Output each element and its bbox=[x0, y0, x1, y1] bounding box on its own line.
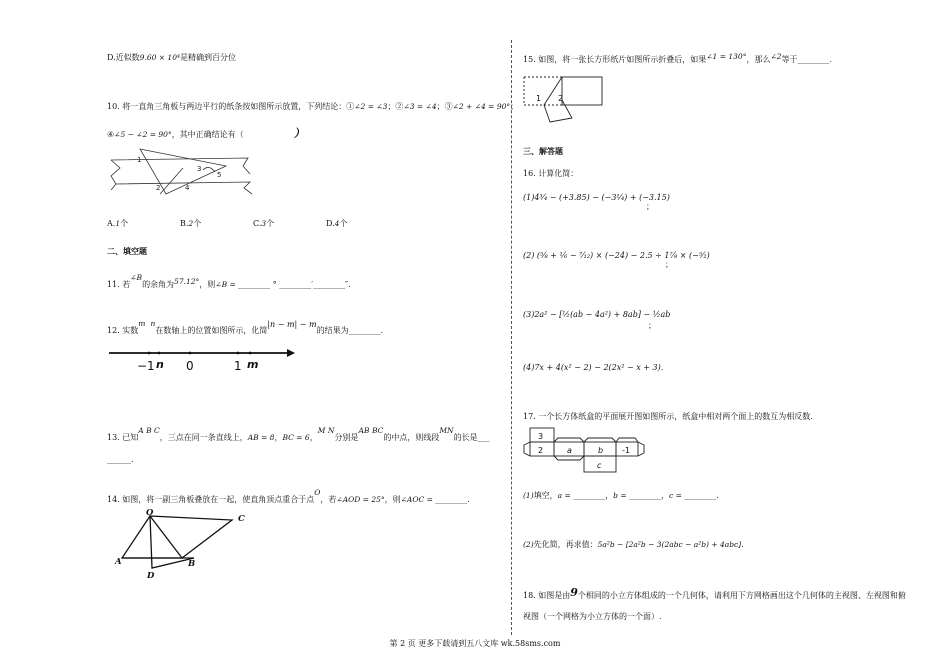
q10-c4: ∠5 − ∠2 = 90° bbox=[114, 130, 172, 139]
q9d-label: D.近似数 bbox=[107, 53, 140, 62]
q17-net bbox=[522, 426, 652, 476]
q10-label-2: 2 bbox=[156, 184, 161, 192]
q10-label-1: 1 bbox=[137, 156, 142, 164]
q13-line2: ______. bbox=[107, 455, 134, 464]
numline-label-1: 1 bbox=[234, 359, 242, 373]
q10-text: 10. 将一直角三角板与两边平行的纸条按如图所示放置，下列结论：① bbox=[107, 102, 355, 111]
q10-option-c: C.3个 bbox=[253, 219, 275, 228]
net-face-b: b bbox=[598, 446, 604, 455]
q15-figure bbox=[522, 74, 612, 124]
section-solve: 三、解答题 bbox=[523, 147, 563, 156]
q18-line1: 18. 如图是由9个相同的小立方体组成的一个几何体，请利用下方网格画出这个几何体的主视图、左视图和俯 bbox=[523, 586, 906, 600]
q10-paren: ） bbox=[293, 127, 305, 140]
q10-sep3: ； bbox=[510, 102, 519, 111]
q18-line2: 视图（一个网格为小立方体的一个面）. bbox=[523, 612, 662, 621]
net-face-3: 3 bbox=[538, 432, 544, 441]
net-face-a: a bbox=[567, 446, 572, 455]
q14-figure bbox=[112, 506, 262, 586]
page-footer: 第 2 页 更多下载请到五八文库 wk.58sms.com bbox=[389, 639, 561, 648]
numline-label-neg1: −1 bbox=[137, 359, 155, 373]
q13-line1: 13. 已知A B C，三点在同一条直线上，AB = 8，BC = 6，M N分别是AB BC的中点，则线段MN的长是___ bbox=[107, 426, 490, 442]
q15-label-2: 2 bbox=[558, 94, 564, 103]
q11: 11. 若∠B的余角为57.12°，则∠B = ________ ° ________′________″. bbox=[107, 273, 351, 289]
q10-line2a: ④ bbox=[107, 130, 115, 139]
q16-part3: (3)2a² − [½(ab − 4a²) + 8ab] − ½ab bbox=[523, 310, 671, 319]
q10-sep2: ；③ bbox=[436, 102, 453, 111]
q16-title: 16. 计算化简： bbox=[523, 169, 579, 178]
q10-label-5: 5 bbox=[217, 171, 222, 179]
q16-part2: (2) (⁵⁄₈ + ¹⁄₆ − ⁷⁄₁₂) × (−24) − 2.5 ÷ 1⁷⁄₈ × (−⁵⁄₂) bbox=[523, 251, 710, 260]
q10-line1 bbox=[107, 101, 518, 112]
q14-label-C: C bbox=[238, 514, 245, 524]
q10-label-3: 3 bbox=[197, 165, 202, 173]
q10-c3: ∠2 + ∠4 = 90° bbox=[452, 102, 511, 111]
q10-c2: ∠3 = ∠4 bbox=[403, 102, 437, 111]
net-face-c: c bbox=[597, 461, 602, 470]
q9d-tail: 是精确到百分位 bbox=[179, 53, 236, 62]
q14-label-A: A bbox=[115, 557, 122, 567]
q9-option-d bbox=[107, 52, 236, 63]
q12: 12. 实数m n在数轴上的位置如图所示，化简|n − m| − m的结果为________. bbox=[107, 319, 384, 335]
q17-part1: (1)填空，a = ________，b = ________，c = ________. bbox=[523, 491, 719, 500]
q15-label-1: 1 bbox=[536, 94, 542, 103]
numline-label-0: 0 bbox=[186, 359, 194, 373]
q14-label-B: B bbox=[188, 559, 196, 569]
q16-part1-semi: ； bbox=[646, 202, 654, 211]
q17-part2: (2)先化简，再求值：5a²b − [2a²b − 3(2abc − a²b) + 4abc]. bbox=[523, 540, 744, 549]
q16-part2-semi: ； bbox=[665, 260, 673, 269]
q10-sep1: ；② bbox=[387, 102, 404, 111]
q9d-expr: 9.60 × 10⁴ bbox=[139, 53, 180, 62]
q17-title: 17. 一个长方体纸盒的平面展开图如图所示，纸盒中相对两个面上的数互为相反数. bbox=[523, 412, 813, 421]
q10-option-b: B.2个 bbox=[180, 219, 202, 228]
q10-line2 bbox=[107, 125, 305, 141]
q14: 14. 如图，将一副三角板叠放在一起，使直角顶点重合于点O，若∠AOD = 25°，则∠AOC = ________. bbox=[107, 488, 470, 504]
column-divider bbox=[511, 40, 512, 635]
q10-c1: ∠2 = ∠3 bbox=[354, 102, 388, 111]
q10-figure bbox=[108, 146, 258, 196]
q10-option-d: D.4个 bbox=[326, 219, 348, 228]
q10-line2b: ，其中正确结论有（ bbox=[171, 130, 244, 139]
section-fill-in: 二、填空题 bbox=[107, 247, 147, 256]
q10-label-4: 4 bbox=[185, 184, 190, 192]
numline-label-n: n bbox=[156, 358, 164, 371]
net-face-neg1: -1 bbox=[622, 446, 630, 455]
q12-number-line bbox=[107, 346, 297, 376]
q16-part3-semi: ； bbox=[648, 321, 656, 330]
net-face-2: 2 bbox=[538, 446, 544, 455]
q15: 15. 如图，将一张长方形纸片如图所示折叠后，如果∠1 = 130°，那么∠2等于________. bbox=[523, 52, 833, 64]
q14-label-D: D bbox=[147, 571, 155, 581]
q14-label-O: O bbox=[146, 508, 154, 518]
q16-part1: (1)4³⁄₄ − (+3.85) − (−3¹⁄₄) + (−3.15) bbox=[523, 193, 670, 202]
q16-part4: (4)7x + 4(x² − 2) − 2(2x² − x + 3). bbox=[523, 363, 664, 372]
numline-label-m: m bbox=[247, 358, 259, 371]
q10-option-a: A.1个 bbox=[107, 219, 129, 228]
